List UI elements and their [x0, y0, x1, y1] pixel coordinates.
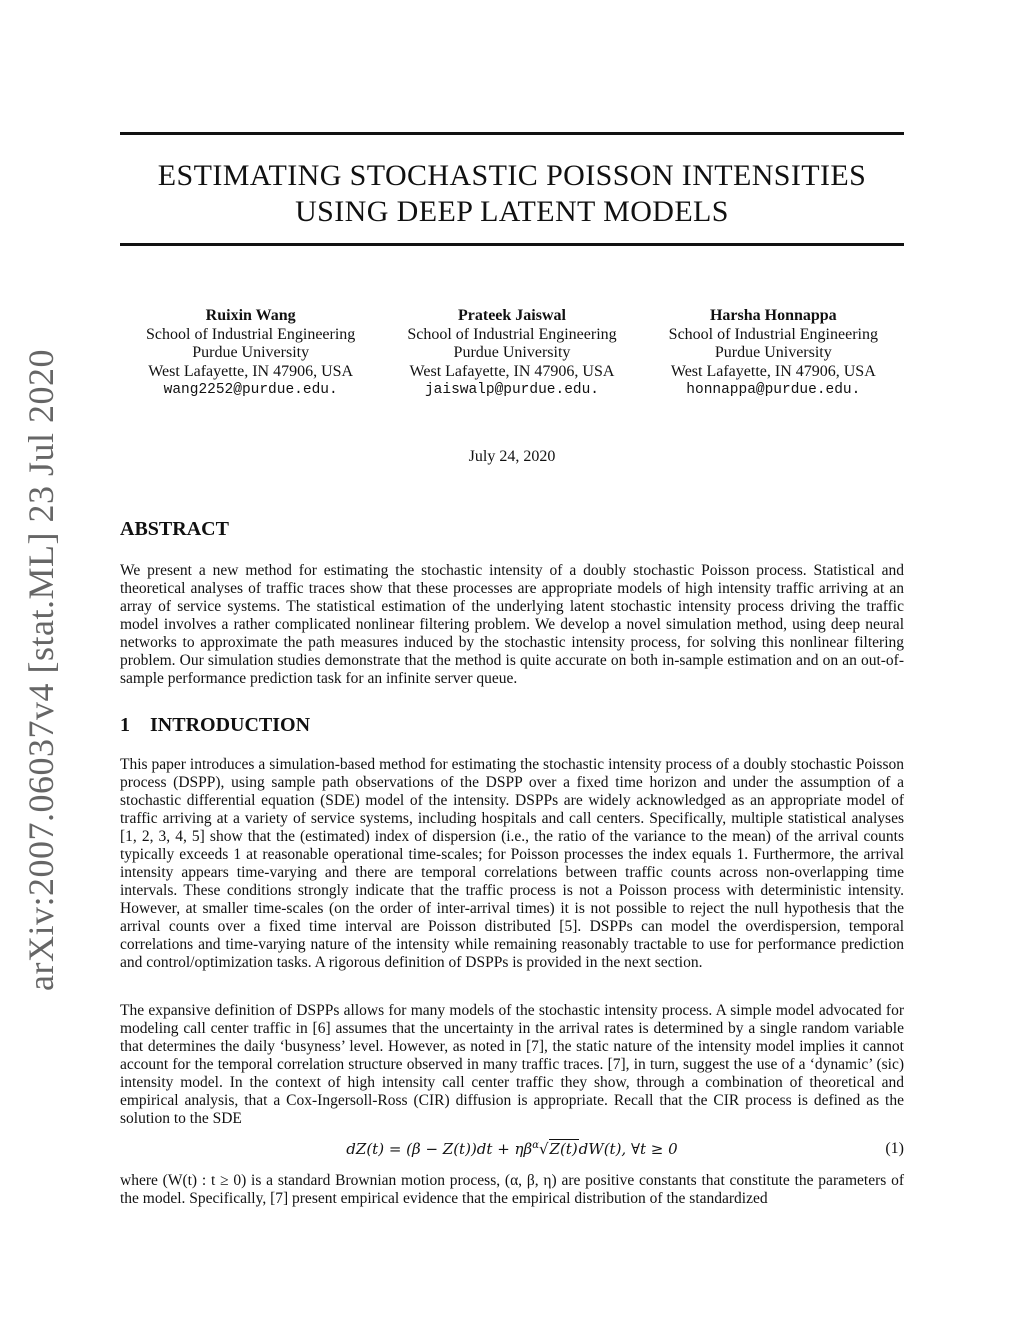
arxiv-identifier [6, 349, 76, 991]
author-address: West Lafayette, IN 47906, USA [409, 362, 615, 380]
author-department: School of Industrial Engineering [407, 325, 617, 343]
paper-title-line-1: ESTIMATING STOCHASTIC POISSON INTENSITIES [157, 159, 867, 192]
author-address: West Lafayette, IN 47906, USA [670, 362, 876, 380]
equation-lhs: dZ(t) = (β − Z(t))dt + ηβ [346, 1140, 533, 1158]
equation-exponent: α [532, 1140, 539, 1151]
section-title: INTRODUCTION [150, 714, 311, 736]
title-rule-top [120, 132, 904, 135]
arxiv-identifier-text: arXiv:2007.06037v4 [stat.ML] 23 Jul 2020 [21, 349, 61, 991]
abstract-text: We present a new method for estimating the stochastic intensity of a doubly stochastic Poisson process. Statistical and theoretical analyses of traffic traces show that these processes are appropriate models of high intensity traffic arriving at an array of service systems. The statistical estimation of the underlying latent stochastic intensity process driving the traffic model involves a rather complicated nonlinear filtering problem. We develop a novel simulation method, using deep neural networks to approximate the path measures induced by the stochastic intensity process, for solving this nonlinear filtering problem. Our simulation studies demonstrate that the method is quite accurate on both in-sample estimation and on an out-of-sample performance prediction task for an infinite server queue. [120, 562, 904, 687]
equation-1 [120, 1140, 904, 1166]
paper-title-line-2: USING DEEP LATENT MODELS [295, 195, 729, 228]
author-block [643, 307, 904, 400]
author-name: Ruixin Wang [205, 307, 296, 324]
sqrt-symbol: √ [538, 1140, 549, 1158]
author-department: School of Industrial Engineering [668, 325, 878, 343]
author-name: Harsha Honnappa [709, 307, 837, 324]
paper-title [120, 158, 904, 230]
paper-date: July 24, 2020 [468, 448, 556, 465]
author-email[interactable]: jaiswalp@purdue.edu. [424, 382, 599, 398]
introduction-heading [120, 714, 310, 737]
equation-rhs: dW(t), ∀t ≥ 0 [578, 1140, 678, 1158]
equation-sqrt-term: Z(t) [549, 1140, 578, 1158]
abstract-heading: ABSTRACT [120, 518, 229, 540]
intro-paragraph-3: where (W(t) : t ≥ 0) is a standard Brownian motion process, (α, β, η) are positive constants that constitute the parameters of the model. Specifically, [7] present empirical evidence that the empirical distribution of the standardized [120, 1172, 904, 1207]
author-block [381, 307, 642, 400]
intro-paragraph-2: The expansive definition of DSPPs allows for many models of the stochastic intensity process. A simple model advocated for modeling call center traffic in [6] assumes that the uncertainty in the arrival rates is determined by a single random variable that determines the daily ‘busyness’ level. However, as noted in [7], the static nature of the intensity model implies it cannot account for the temporal correlation structure observed in many traffic traces. [7], in turn, suggest the use of a ‘dynamic’ (sic) intensity model. In the context of high intensity call center traffic they show, through a combination of theoretical and empirical analysis, that a Cox-Ingersoll-Ross (CIR) diffusion is appropriate. Recall that the CIR process is defined as the solution to the SDE [120, 1002, 904, 1127]
title-rule-bottom [120, 243, 904, 246]
author-address: West Lafayette, IN 47906, USA [148, 362, 354, 380]
author-block [120, 307, 381, 400]
author-email[interactable]: honnappa@purdue.edu. [686, 382, 861, 398]
equation-number: (1) [885, 1140, 904, 1157]
author-university: Purdue University [192, 344, 310, 361]
intro-paragraph-1: This paper introduces a simulation-based method for estimating the stochastic intensity process of a doubly stochastic Poisson process (DSPP), using sample path observations of the DSPP over a fixed time horizon and under the assumption of a stochastic differential equation (SDE) model of the intensity. DSPPs are widely acknowledged as an appropriate model of traffic arriving at a variety of service systems, including hospitals and call centers. Specifically, multiple statistical analyses [1, 2, 3, 4, 5] show that the (estimated) index of dispersion (i.e., the ratio of the variance to the mean) of the arrival counts typically exceeds 1 at reasonable operational time-scales; for Poisson processes the index equals 1. Furthermore, the arrival intensity appears time-varying and there are temporal correlations between traffic counts across non-overlapping time intervals. These conditions strongly indicate that the traffic process is not a Poisson process with deterministic intensity. However, at smaller time-scales (on the order of inter-arrival times) it is not possible to reject the null hypothesis that the arrival counts over a fixed time interval are Poisson distributed [5]. DSPPs can model the overdispersion, temporal correlations and time-varying nature of the intensity while remaining reasonably tractable to use for performance prediction and control/optimization tasks. A rigorous definition of DSPPs is provided in the next section. [120, 756, 904, 971]
author-university: Purdue University [453, 344, 571, 361]
author-university: Purdue University [714, 344, 832, 361]
author-email[interactable]: wang2252@purdue.edu. [163, 382, 338, 398]
author-name: Prateek Jaiswal [458, 307, 566, 324]
section-number: 1 [120, 714, 130, 736]
author-list [120, 307, 904, 400]
author-department: School of Industrial Engineering [146, 325, 356, 343]
equation-body [120, 1140, 904, 1158]
